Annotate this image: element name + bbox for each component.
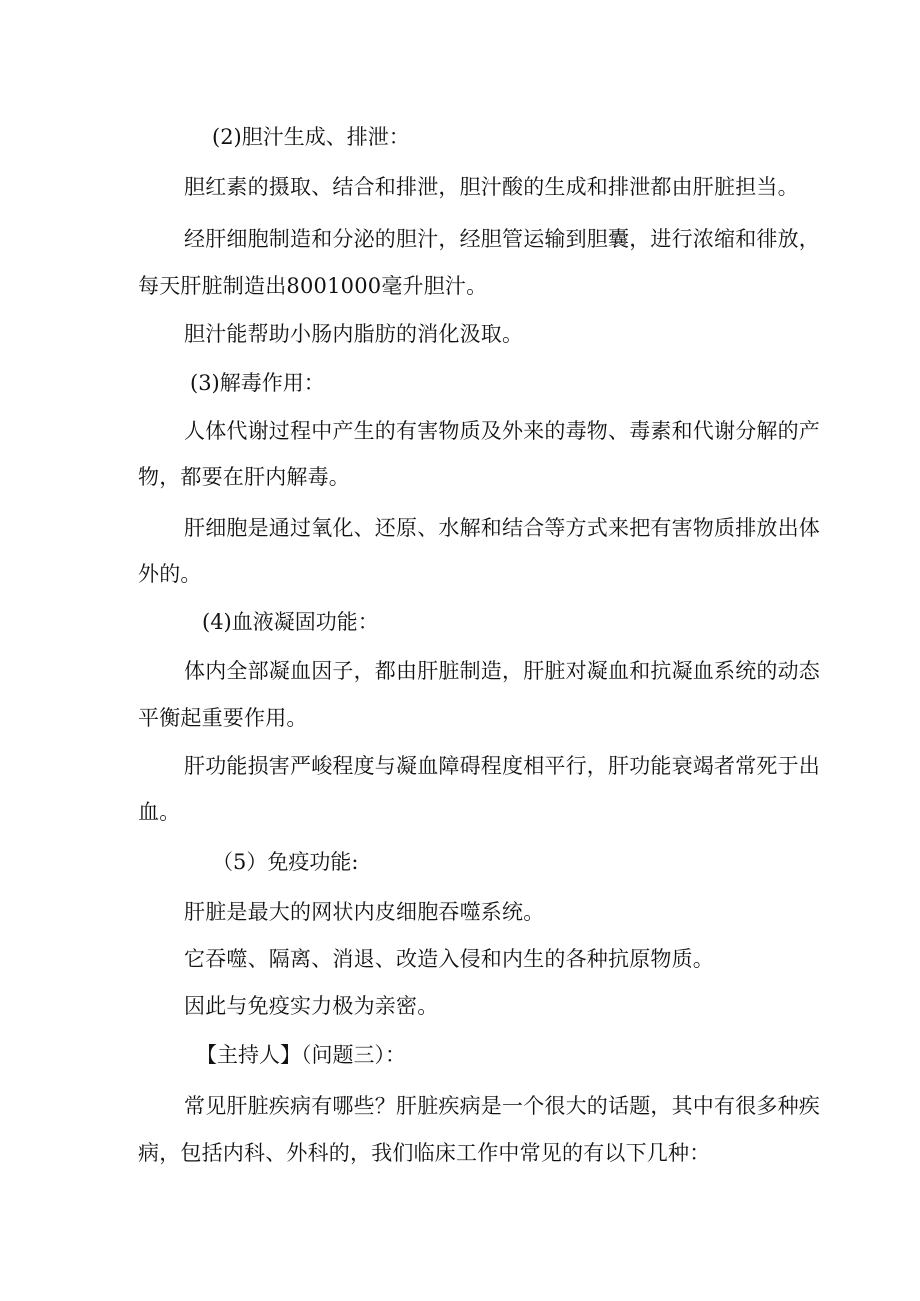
section-heading-bile: (2)胆汁生成、排泄：	[212, 125, 410, 149]
host-question-heading: 【主持人】（问题三）：	[196, 1043, 406, 1067]
paragraph-line: 物，都要在肝内解毒。	[138, 465, 350, 489]
paragraph-line: 肝细胞是通过氧化、还原、水解和结合等方式来把有害物质排放出体	[184, 516, 820, 540]
paragraph-line: 体内全部凝血因子，都由肝脏制造，肝脏对凝血和抗凝血系统的动态	[184, 659, 820, 683]
paragraph-line: 平衡起重要作用。	[138, 706, 308, 730]
paragraph-line: 外的。	[138, 562, 202, 586]
paragraph-line: 病，包括内科、外科的，我们临床工作中常见的有以下几种：	[138, 1141, 711, 1165]
paragraph-line: 肝脏是最大的网状内皮细胞吞噬系统。	[184, 900, 545, 924]
paragraph-line: 肝功能损害严峻程度与凝血障碍程度相平行，肝功能衰竭者常死于出	[184, 754, 820, 778]
paragraph-line: 因此与免疫实力极为亲密。	[184, 994, 439, 1018]
paragraph-line: 胆红素的摄取、结合和排泄，胆汁酸的生成和排泄都由肝脏担当。	[184, 175, 799, 199]
paragraph-line: 每天肝脏制造出8001000毫升胆汁。	[138, 274, 488, 298]
paragraph-line: 常见肝脏疾病有哪些？肝脏疾病是一个很大的话题，其中有很多种疾	[184, 1094, 820, 1118]
section-heading-immunity: （5）免疫功能:	[212, 850, 359, 874]
paragraph-line: 它吞噬、隔离、消退、改造入侵和内生的各种抗原物质。	[184, 947, 714, 971]
paragraph-line: 人体代谢过程中产生的有害物质及外来的毒物、毒素和代谢分解的产	[184, 419, 820, 443]
paragraph-line: 经肝细胞制造和分泌的胆汁，经胆管运输到胆囊，进行浓缩和徘放，	[184, 227, 820, 251]
paragraph-line: 血。	[138, 800, 181, 824]
section-heading-detox: (3)解毒作用：	[190, 371, 325, 395]
section-heading-coagulation: (4)血液凝固功能：	[202, 610, 379, 634]
paragraph-line: 胆汁能帮助小肠内脂肪的消化汲取。	[184, 322, 524, 346]
